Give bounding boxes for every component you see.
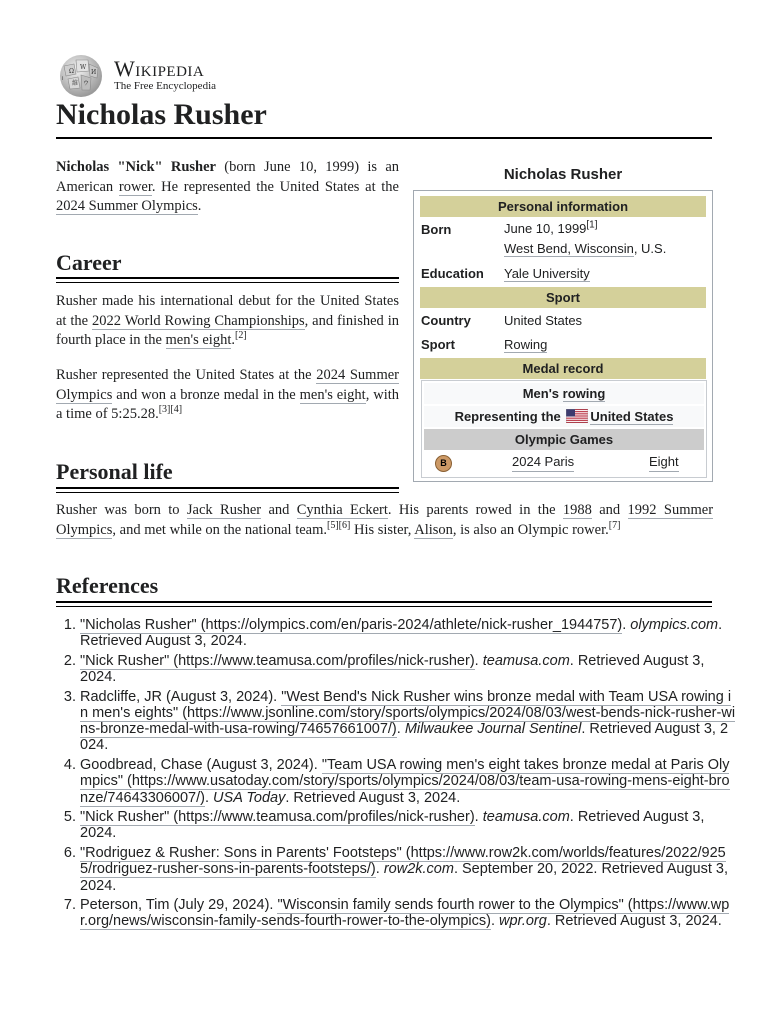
link-west-bend[interactable]: West Bend, Wisconsin xyxy=(504,241,634,256)
medal-row-olympic-games: Olympic Games xyxy=(424,429,704,450)
ref-retrieved: . Retrieved August 3, 2024. xyxy=(80,809,705,842)
link-mens-rowing[interactable]: rowing xyxy=(562,386,606,401)
reference-item xyxy=(80,845,736,894)
link-alison[interactable]: Alison xyxy=(414,521,453,538)
link-1988[interactable]: 1988 xyxy=(562,502,592,518)
reference-title-link[interactable]: "Team USA rowing men's eight takes bronze medal at Paris Olympics" (https://www.usatoday.com/story/sports/olympics/2024/08/03/team-usa-rowing-mens-eight-bronze/74643306007/) xyxy=(80,757,730,806)
infobox-label-education: Education xyxy=(421,266,484,281)
career-text: and won a bronze medal in the xyxy=(112,386,300,403)
ref-sep: . xyxy=(474,652,483,669)
career-text: , and finished in fourth place in the xyxy=(56,312,399,348)
globe-glyph: ا xyxy=(62,76,64,82)
heading-career: Career xyxy=(56,250,122,275)
career-text: , with a time of 5:25.28. xyxy=(56,386,399,422)
link-cynthia-eckert[interactable]: Cynthia Eckert xyxy=(296,502,388,518)
link-rower[interactable]: rower xyxy=(118,178,152,195)
infobox-born-place xyxy=(504,241,666,256)
ref-retrieved: . Retrieved August 3, 2024. xyxy=(546,913,722,930)
personal-text: Rusher was born to xyxy=(56,502,187,518)
bronze-medal-icon: B xyxy=(435,455,452,472)
ref-link-1[interactable]: [1] xyxy=(586,219,598,231)
personal-text: His sister, xyxy=(350,521,415,538)
globe-glyph: И xyxy=(91,69,97,76)
reference-item xyxy=(80,617,736,649)
link-yale[interactable]: Yale University xyxy=(504,266,590,281)
reference-item xyxy=(80,653,736,685)
heading-references: References xyxy=(56,573,159,598)
born-date-text: June 10, 1999 xyxy=(504,221,587,236)
ref-retrieved: . Retrieved August 3, 2024. xyxy=(80,617,723,650)
reference-source: teamusa.com xyxy=(482,652,570,669)
medal-row-representing xyxy=(424,406,704,427)
ref-sep: . xyxy=(375,861,384,878)
link-1992-olympics[interactable]: 1992 Summer Olympics xyxy=(56,502,714,538)
reference-title-link[interactable]: "Nick Rusher" (https://www.teamusa.com/profiles/nick-rusher) xyxy=(80,652,475,669)
infobox-born-date xyxy=(504,221,598,236)
tagline: The Free Encyclopedia xyxy=(114,80,217,92)
wordmark[interactable]: Wikipedia xyxy=(114,56,205,81)
career-paragraph-1 xyxy=(56,292,399,351)
wikipedia-globe-icon[interactable] xyxy=(56,54,104,98)
link-jack-rusher[interactable]: Jack Rusher xyxy=(186,502,262,518)
personal-text: . His parents rowed in the xyxy=(387,502,563,518)
ref-link-2[interactable]: [2] xyxy=(234,330,247,342)
link-2024-olympics[interactable]: 2024 Summer Olympics xyxy=(56,198,198,214)
link-2024-olympics[interactable]: 2024 Summer Olympics xyxy=(56,367,399,403)
ref-retrieved: . Retrieved August 3, 2024. xyxy=(80,652,705,686)
reference-title-link[interactable]: "Nicholas Rusher" (https://olympics.com/en/paris-2024/athlete/nick-rusher_1944757) xyxy=(80,617,623,633)
ref-sep: . xyxy=(474,809,483,826)
link-united-states[interactable]: United States xyxy=(590,409,674,424)
ref-sep: . xyxy=(204,789,214,806)
link-mens-eight[interactable]: men's eight xyxy=(165,332,232,348)
infobox-country: United States xyxy=(504,313,583,328)
infobox-header-medal-record: Medal record xyxy=(420,358,706,379)
personal-text: , is also an Olympic rower. xyxy=(452,521,609,538)
link-2022-world-rowing[interactable]: 2022 World Rowing Championships xyxy=(92,312,305,329)
reference-source: row2k.com xyxy=(383,861,454,878)
career-text: Rusher represented the United States at the xyxy=(56,367,317,383)
globe-glyph: ウ xyxy=(83,80,90,87)
medal-table xyxy=(421,380,707,478)
link-2024-paris[interactable]: 2024 Paris xyxy=(512,452,574,472)
infobox-header-sport: Sport xyxy=(420,287,706,308)
infobox-header-personal: Personal information xyxy=(420,196,706,217)
ref-sep: . xyxy=(622,617,631,633)
reference-title-link[interactable]: "Wisconsin family sends fourth rower to the Olympics" (https://www.wpr.org/news/wisconsin-family-sends-fourth-rower-to-the-olympics) xyxy=(80,897,730,930)
reference-source: Milwaukee Journal Sentinel xyxy=(404,721,582,738)
infobox-education xyxy=(504,266,590,281)
references-divider xyxy=(56,601,712,607)
mens-text: Men's xyxy=(522,386,563,401)
infobox-sport xyxy=(504,337,547,352)
ref-link-3-4[interactable]: [3][4] xyxy=(158,404,183,416)
lead-text: (born June 10, 1999) is an American xyxy=(56,159,399,195)
globe-glyph: Ω xyxy=(69,68,74,75)
reference-source: wpr.org xyxy=(499,913,547,930)
born-place-text: , U.S. xyxy=(633,241,667,256)
medal-row-mens-rowing xyxy=(424,383,704,404)
reference-item xyxy=(80,809,736,841)
ref-author: Radcliffe, JR (August 3, 2024). xyxy=(80,688,282,705)
lead-paragraph xyxy=(56,158,399,217)
ref-link-7[interactable]: [7] xyxy=(608,519,621,531)
reference-title-link[interactable]: "Rodriguez & Rusher: Sons in Parents' Footsteps" (https://www.row2k.com/worlds/features/2022/9255/rodriguez-rusher-sons-in-parents-footsteps/) xyxy=(80,845,726,878)
reference-item xyxy=(80,689,736,754)
references-list xyxy=(60,617,736,933)
infobox-caption: Nicholas Rusher xyxy=(503,166,623,183)
personal-text: and xyxy=(591,502,628,518)
personal-text: and xyxy=(261,502,297,518)
ref-sep: . xyxy=(490,913,500,930)
ref-link-5-6[interactable]: [5][6] xyxy=(327,519,351,531)
personal-life-divider xyxy=(56,487,399,493)
infobox xyxy=(413,190,713,482)
reference-source: olympics.com xyxy=(630,617,719,633)
link-mens-eight[interactable]: men's eight xyxy=(299,386,366,403)
medal-row-bronze xyxy=(424,452,704,473)
us-flag-icon xyxy=(566,409,588,423)
title-divider xyxy=(56,137,712,139)
infobox-label-country: Country xyxy=(421,313,471,328)
heading-personal-life: Personal life xyxy=(56,459,173,484)
career-paragraph-2 xyxy=(56,366,399,425)
reference-item xyxy=(80,757,736,806)
ref-sep: . xyxy=(396,721,405,738)
page-title: Nicholas Rusher xyxy=(56,98,267,131)
subject-name: Nicholas "Nick" Rusher xyxy=(56,159,216,175)
personal-life-paragraph xyxy=(56,501,713,540)
personal-text: , and met while on the national team. xyxy=(112,521,328,538)
reference-title-link[interactable]: "West Bend's Nick Rusher wins bronze medal with Team USA rowing in men's eights" (https://www.jsonline.com/story/sports/olympics/2024/08/03/west-bends-nick-rusher-wins-bronze-medal-with-usa-rowing/74657661007/) xyxy=(80,688,736,738)
career-divider xyxy=(56,277,399,283)
globe-glyph: W xyxy=(80,64,87,71)
infobox-label-born: Born xyxy=(421,222,452,237)
ref-author: Goodbread, Chase (August 3, 2024). xyxy=(80,757,322,774)
career-text: . xyxy=(231,332,235,348)
ref-retrieved: . Retrieved August 3, 2024. xyxy=(80,721,729,754)
lead-text: . He represented the United States at the xyxy=(151,178,399,195)
infobox-label-sport: Sport xyxy=(421,337,455,352)
reference-title-link[interactable]: "Nick Rusher" (https://www.teamusa.com/profiles/nick-rusher) xyxy=(80,809,475,826)
ref-author: Peterson, Tim (July 29, 2024). xyxy=(80,897,278,914)
career-text: Rusher made his international debut for the United States at the xyxy=(56,293,399,329)
reference-source: teamusa.com xyxy=(482,809,570,826)
reference-item xyxy=(80,897,736,929)
globe-glyph: 維 xyxy=(72,80,79,87)
ref-retrieved: . September 20, 2022. Retrieved August 3, 2024. xyxy=(80,861,729,894)
link-rowing[interactable]: Rowing xyxy=(504,337,548,352)
lead-text: . xyxy=(197,198,202,214)
reference-source: USA Today xyxy=(213,789,286,806)
link-eight[interactable]: Eight xyxy=(649,452,679,472)
representing-text: Representing the xyxy=(454,409,565,424)
ref-retrieved: . Retrieved August 3, 2024. xyxy=(285,789,461,806)
